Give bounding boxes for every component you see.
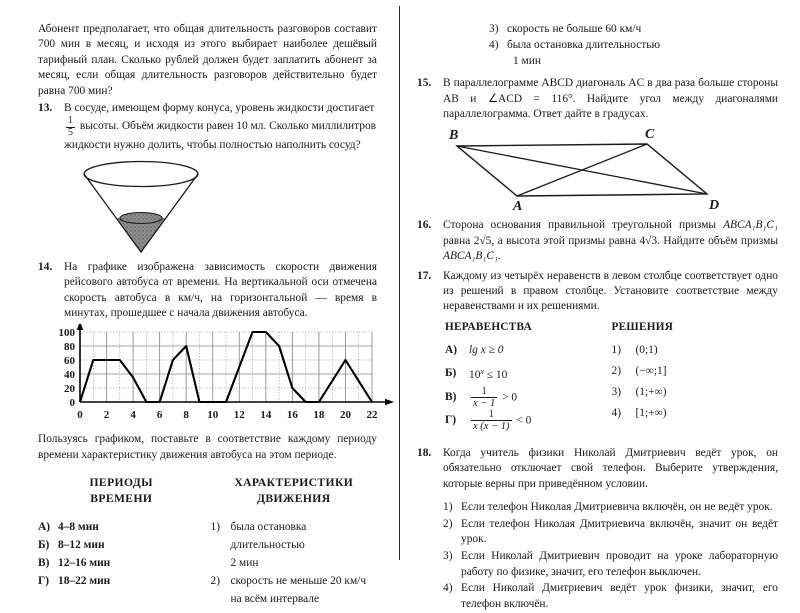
task-15-number: 15.: [417, 77, 432, 90]
vertex-label-b: B: [449, 128, 459, 144]
list-item[interactable]: [443, 500, 778, 516]
task-14-number: 14.: [38, 260, 53, 273]
task-17-text: Каждому из четырёх неравенств в левом столбце соответствует одно из решений в правом столбце. Установите соответствие между неравенствами и их решениями.: [443, 269, 778, 313]
periods-column: [38, 475, 205, 608]
task-14: [38, 260, 377, 322]
list-item[interactable]: [443, 549, 778, 580]
task-13-text-3: жидкости нужно долить, чтобы полностью наполнить сосуд?: [64, 139, 361, 152]
intro-paragraph: Абонент предполагает, что общая длительность разговоров составит 700 мин в месяц, и исходя из этого выбирает наиболее дешёвый тарифный план. Сколько рублей должен будет заплатить абонент за месяц, если общая длительность разговоров действительно будет равна 700 мин?: [38, 23, 377, 97]
characteristics-heading-line-1: ХАРАКТЕРИСТИКИ: [234, 476, 354, 490]
characteristic-text: скорость не меньше 20 км/ч: [230, 575, 367, 588]
table-row[interactable]: [612, 340, 779, 361]
characteristics-column: [211, 475, 378, 608]
task-14-text: На графике изображена зависимость скорости движения рейсового автобуса от времени. На вертикальной оси отмечена скорость автобуса в км/ч, на горизонтальной — время в минутах, прошедшее с начала движения автобуса.: [64, 260, 377, 320]
list-item[interactable]: [443, 517, 778, 548]
task-13-text-2: высоты. Объём жидкости равен 10 мл. Сколько миллилитров: [79, 120, 377, 133]
characteristic-label: 3): [489, 23, 499, 35]
right-column: [401, 0, 800, 613]
solution-label: 3): [611, 385, 621, 398]
solution-label: 2): [611, 364, 621, 377]
inequality-denominator: x − 1: [473, 397, 496, 409]
table-row[interactable]: [612, 361, 779, 382]
characteristics-list: [211, 518, 378, 608]
chart-y-tick-label: 60: [64, 355, 75, 368]
list-item[interactable]: [443, 581, 778, 612]
parallelogram-svg: [417, 128, 747, 212]
task-16-prism-label: ABCA₁B₁C₁: [723, 219, 778, 232]
table-row[interactable]: [445, 386, 612, 409]
solution-value: [1;+∞): [635, 406, 667, 419]
characteristic-text-line-2: на всём интервале: [230, 593, 320, 606]
characteristics-heading: [211, 475, 378, 507]
task-16-height-value: 4√3: [639, 234, 658, 247]
inequality-expression: [469, 386, 612, 409]
characteristic-label: 4): [489, 38, 499, 51]
table-row[interactable]: [445, 340, 612, 361]
inequality-denominator: x (x − 1): [473, 420, 510, 432]
periods-heading-line-2: ВРЕМЕНИ: [90, 492, 153, 506]
task-16-text-2: равна: [443, 234, 471, 247]
statement-text: Если телефон Николая Дмитриевича включён, он не ведёт урок.: [461, 501, 773, 514]
left-column: [0, 0, 399, 608]
list-item[interactable]: [211, 518, 378, 554]
characteristics-continued: [417, 22, 778, 53]
task-17: [417, 269, 778, 315]
parallelogram-with-diagonals-figure: [417, 128, 778, 212]
period-label: Г): [38, 575, 50, 588]
solutions-column: [612, 321, 779, 432]
inequalities-matching: [417, 321, 778, 432]
chart-x-tick-label: 2: [103, 409, 110, 422]
list-item[interactable]: [38, 554, 205, 572]
chart-gridlines: [80, 332, 372, 402]
chart-x-tick-label: 14: [260, 409, 272, 422]
chart-x-tick-label: 0: [77, 409, 83, 422]
characteristic-text: была остановка длительностью: [507, 38, 660, 51]
table-row[interactable]: [445, 409, 612, 432]
list-item[interactable]: [489, 22, 778, 38]
task-15: [417, 76, 778, 122]
list-item[interactable]: [38, 572, 205, 590]
inequality-label: Б): [445, 366, 457, 379]
period-label: Б): [38, 539, 50, 552]
characteristic-label: 1): [210, 521, 220, 534]
task-13-number: 13.: [38, 102, 53, 115]
chart-y-tick-label: 40: [64, 369, 75, 382]
vertex-label-c: C: [645, 128, 655, 143]
task-18: [417, 446, 778, 492]
statement-label: 2): [443, 517, 453, 530]
list-item[interactable]: [38, 518, 205, 536]
characteristic-text: была остановка длительностью: [230, 521, 307, 552]
characteristic-text: скорость не больше 60 км/ч: [507, 23, 642, 35]
inequality-label: А): [445, 343, 458, 356]
task-18-statements: [417, 500, 778, 612]
period-text: 8–12 мин: [58, 539, 105, 552]
task-16-text-1: Сторона основания правильной треугольной призмы: [443, 219, 717, 232]
task-16-number: 16.: [417, 219, 432, 232]
inequality-label: Г): [445, 413, 457, 426]
cone-top-rim: [84, 161, 198, 186]
task-16-prism-label-2: ABCA₁B₁C₁.: [443, 250, 501, 263]
characteristic-4-line-2: 1 мин: [513, 55, 541, 68]
statement-text: Если телефон Николая Дмитриевича включён, значит он ведёт урок.: [461, 517, 778, 546]
task-18-number: 18.: [417, 446, 432, 459]
cone-svg: [66, 158, 216, 254]
chart-x-tick-label: 18: [313, 409, 325, 422]
characteristic-text-line-2: 2 мин: [230, 557, 259, 570]
chart-y-tick-label: 20: [64, 383, 75, 396]
characteristics-heading-line-2: ДВИЖЕНИЯ: [256, 492, 331, 506]
periods-heading-line-1: ПЕРИОДЫ: [89, 476, 153, 490]
statement-text: Если Николай Дмитриевич ведёт урок физики, значит, его телефон включён.: [461, 582, 778, 610]
vertex-label-d: D: [709, 198, 720, 213]
inequality-relation: > 0: [502, 391, 518, 404]
list-item[interactable]: [211, 572, 378, 590]
table-row[interactable]: [612, 403, 779, 424]
chart-y-tick-labels: [59, 327, 76, 409]
chart-x-tick-label: 22: [366, 409, 378, 422]
solution-value: (1;+∞): [635, 385, 667, 398]
chart-x-tick-label: 4: [130, 409, 136, 422]
statement-text: Если Николай Дмитриевич проводит на уроке лабораторную работу по физике, значит, его телефон выключен.: [461, 549, 778, 578]
solutions-heading: РЕШЕНИЯ: [611, 320, 674, 333]
cone-liquid-surface: [120, 212, 162, 223]
solution-value: (0;1): [635, 343, 658, 356]
inequalities-column: [445, 321, 612, 432]
periods-list: [38, 518, 205, 590]
inequality-relation: < 0: [516, 414, 532, 427]
chart-y-tick-label: 0: [69, 397, 75, 410]
task-13-body: [64, 101, 377, 154]
task-17-number: 17.: [417, 269, 432, 282]
inequality-numerator: 1: [471, 409, 512, 421]
chart-y-axis-arrow: [77, 324, 83, 330]
characteristic-label: 2): [210, 575, 220, 588]
inequalities-heading: НЕРАВЕНСТВА: [445, 320, 532, 333]
task-13-fraction: [66, 116, 75, 138]
task-15-text: В параллелограмме ABCD диагональ AC в два раза больше стороны AB и ∠ACD = 116°. Найдите угол между диагоналями параллелограмма. Ответ дайте в градусах.: [443, 77, 778, 120]
task-16: [417, 218, 778, 264]
diagonal-ac: [517, 144, 647, 196]
inequality-label: В): [445, 390, 457, 403]
chart-x-tick-label: 10: [207, 409, 219, 422]
task-16-text-3: , а высота этой призмы равна: [491, 234, 637, 247]
inequality-expression: $10^x \le 10$: [469, 366, 508, 381]
list-item[interactable]: [489, 38, 778, 54]
column-divider: [399, 6, 400, 560]
period-label: А): [38, 521, 51, 534]
period-label: В): [38, 557, 50, 570]
solution-value: (−∞;1]: [635, 364, 667, 377]
task-16-body: [443, 218, 778, 264]
speed-time-chart: [38, 324, 377, 428]
task-16-text-4: . Найдите объём призмы: [657, 234, 778, 247]
matching-lists: [38, 475, 377, 608]
table-row[interactable]: [445, 361, 612, 386]
chart-x-axis-arrow: [385, 399, 394, 405]
chart-y-tick-label: 80: [64, 341, 75, 354]
period-text: 4–8 мин: [58, 521, 99, 534]
chart-x-tick-label: 16: [286, 409, 298, 422]
chart-x-tick-label: 8: [183, 409, 189, 422]
chart-x-tick-label: 20: [339, 409, 351, 422]
chart-x-tick-label: 6: [156, 409, 163, 422]
statement-label: 4): [443, 582, 453, 595]
statement-label: 3): [443, 549, 453, 562]
chart-x-tick-labels: [77, 409, 378, 421]
task-16-side-value: 2√5: [473, 234, 492, 247]
period-text: 18–22 мин: [58, 575, 111, 588]
list-item[interactable]: [38, 536, 205, 554]
fraction-numerator: 1: [68, 115, 73, 127]
task-13-text-1: В сосуде, имеющем форму конуса, уровень жидкости достигает: [64, 102, 375, 115]
fraction-denominator: 5: [68, 126, 73, 138]
inequality-numerator: 1: [471, 386, 497, 398]
task-18-text: Когда учитель физики Николай Дмитриевич ведёт урок, он обязательно отключает свой телефон. Выберите утверждения, которые верны при приведённом условии.: [443, 446, 778, 490]
table-row[interactable]: [612, 382, 779, 403]
chart-svg: [42, 324, 394, 428]
solution-label: 1): [611, 343, 621, 356]
solution-label: 4): [611, 406, 621, 419]
period-text: 12–16 мин: [58, 557, 111, 570]
task-13: [38, 101, 377, 154]
vertex-label-a: A: [513, 199, 523, 213]
inverted-cone-with-liquid-figure: [38, 158, 377, 254]
task-14-after-chart-text: Пользуясь графиком, поставьте в соответствие каждому периоду времени характеристику движения автобуса на этом периоде.: [38, 433, 377, 461]
inequality-expression: [469, 409, 612, 432]
periods-heading: [38, 475, 205, 507]
inequality-expression: lg x ≥ 0: [469, 343, 504, 356]
chart-x-tick-label: 12: [233, 409, 245, 422]
statement-label: 1): [443, 501, 453, 514]
chart-y-tick-label: 100: [58, 327, 75, 340]
